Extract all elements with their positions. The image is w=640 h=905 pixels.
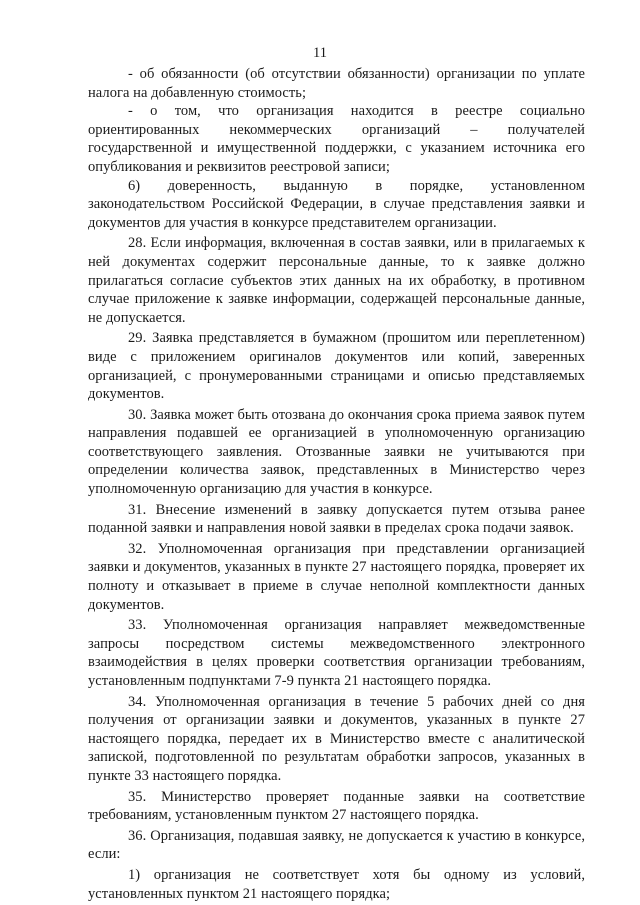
paragraph-31: 31. Внесение изменений в заявку допускается путем отзыва ранее поданной заявки и направления новой заявки в пределах срока подачи заявок. [88,501,585,537]
paragraph-28: 28. Если информация, включенная в состав заявки, или в прилагаемых к ней документах содержит персональные данные, то к заявке должно прилагаться согласие субъектов этих данных на их обработку, в противном случае приложение к заявке информации, содержащей персональные данные, не допускается. [88,235,585,326]
paragraph-35: 35. Министерство проверяет поданные заявки на соответствие требованиям, установленным пунктом 27 настоящего порядка. [88,788,585,824]
paragraph-34: 34. Уполномоченная организация в течение 5 рабочих дней со дня получения от организации заявки и документов, указанных в пункте 27 настоящего порядка, передает их в Министерство вместе с аналитической запиской, подготовленной по результатам обработки запросов, указанных в пункте 33 настоящего порядка. [88,693,585,784]
paragraph-registry: - о том, что организация находится в реестре социально ориентированных некоммерческих организаций – получателей государственной и имущественной поддержки, с указанием источника его опубликования и реквизитов реестровой записи; [88,103,585,175]
paragraph-32: 32. Уполномоченная организация при представлении организацией заявки и документов, указанных в пункте 27 настоящего порядка, проверяет их полноту и отказывает в приеме в случае неполной комплектности данных документов. [88,540,585,613]
paragraph-29: 29. Заявка представляется в бумажном (прошитом или переплетенном) виде с приложением оригиналов документов или копий, заверенных организацией, с пронумерованными страницами и описью представляемых документов. [88,330,585,403]
paragraph-36: 36. Организация, подавшая заявку, не допускается к участию в конкурсе, если: [88,827,585,863]
paragraph-36-item-1: 1) организация не соответствует хотя бы одному из условий, установленных пунктом 21 настоящего порядка; [88,866,585,902]
page-number: 11 [313,45,327,61]
paragraph-vat-obligation: - об обязанности (об отсутствии обязанности) организации по уплате налога на добавленную стоимость; [88,66,585,101]
paragraph-power-of-attorney: 6) доверенность, выданную в порядке, установленном законодательством Российской Федерации, в случае представления заявки и документов для участия в конкурсе представителем организации. [88,177,585,231]
document-body [88,65,585,903]
paragraph-30: 30. Заявка может быть отозвана до окончания срока приема заявок путем направления подавшей ее организацией в уполномоченную организацию соответствующего заявления. Отозванные заявки не учитываются при определении количества заявок, представленных в Министерство через уполномоченную организацию для участия в конкурсе. [88,406,585,498]
paragraph-33: 33. Уполномоченная организация направляет межведомственные запросы посредством системы межведомственного электронного взаимодействия в целях проверки соответствия организации требованиям, установленным подпунктами 7-9 пункта 21 настоящего порядка. [88,617,585,689]
